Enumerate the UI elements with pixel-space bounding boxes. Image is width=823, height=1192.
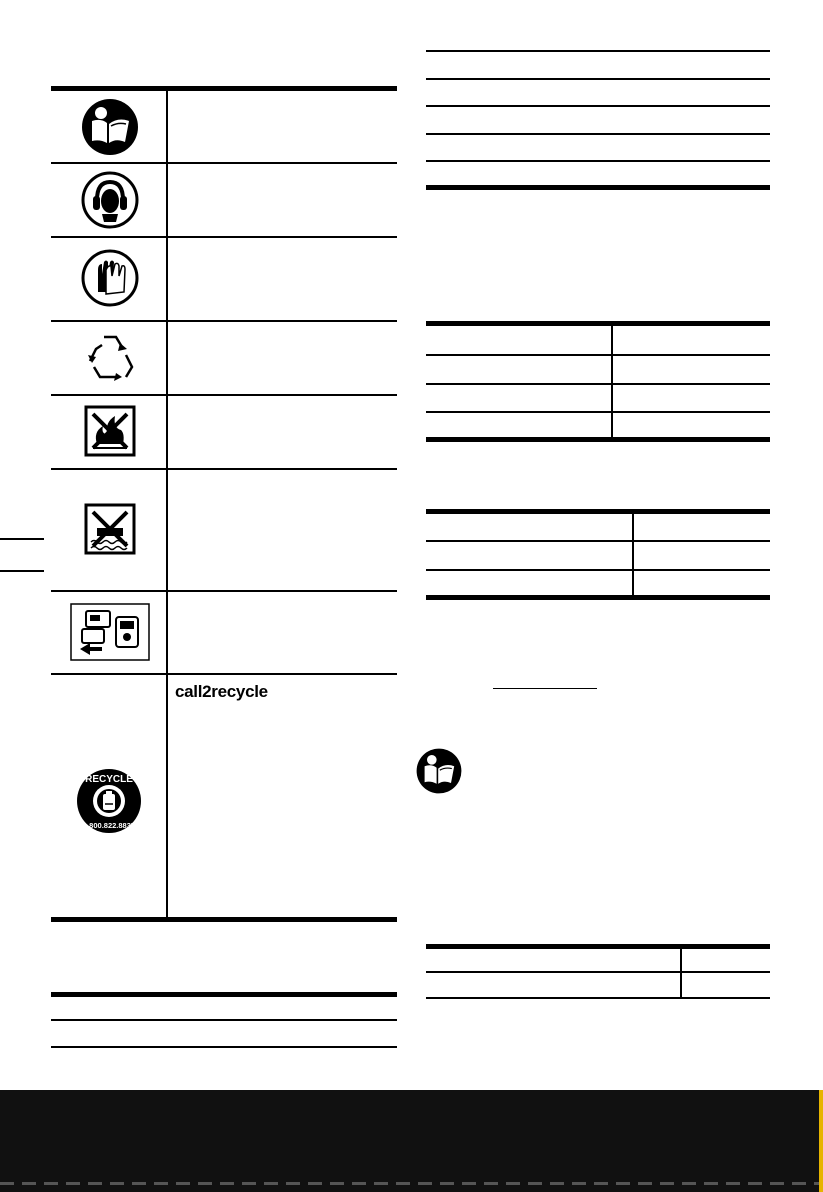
symbol-row-rule: [51, 320, 397, 322]
left-table-top-rule: [51, 992, 397, 997]
recycle-icon: [80, 327, 140, 387]
right-table4-divider: [680, 949, 682, 997]
gloves-icon: [80, 248, 140, 308]
right-table2-top-rule: [426, 321, 770, 326]
right-table2-bottom-rule: [426, 437, 770, 442]
ear-protection-icon: [80, 170, 140, 230]
right-table2-row-rule: [426, 383, 770, 385]
right-table2-row-rule: [426, 354, 770, 356]
symbol-row-rule: [51, 162, 397, 164]
right-table2-row-rule: [426, 411, 770, 413]
right-table2-divider: [611, 326, 613, 437]
right-table3-row-rule: [426, 540, 770, 542]
symbol-table-bottom-rule: [51, 917, 397, 922]
margin-tab-mark: [0, 538, 44, 540]
read-manual-icon: [415, 747, 463, 795]
right-table1-row-rule: [426, 160, 770, 162]
call2recycle-logo: call2recycle: [175, 682, 268, 701]
rbrc-recycle-seal-icon: [76, 768, 142, 834]
right-table4-bottom-rule: [426, 997, 770, 999]
symbol-row-rule: [51, 236, 397, 238]
right-table1-row-rule: [426, 50, 770, 52]
no-water-icon: [80, 502, 140, 556]
read-manual-icon: [80, 97, 140, 157]
page-footer: [0, 1090, 823, 1192]
footer-dash-strip: [0, 1182, 823, 1185]
website-link-underline[interactable]: [493, 688, 597, 689]
seal-phone-text: 1.800.822.8837: [82, 821, 136, 830]
left-table-bottom-rule: [51, 1046, 397, 1048]
right-table4-row-rule: [426, 971, 770, 973]
left-table-row-rule: [51, 1019, 397, 1021]
symbol-row-rule: [51, 590, 397, 592]
no-fire-icon: [80, 404, 140, 458]
right-table1-row-rule: [426, 105, 770, 107]
symbol-row-rule: [51, 468, 397, 470]
symbol-row-rule: [51, 673, 397, 675]
right-table3-top-rule: [426, 509, 770, 514]
symbol-row-rule: [51, 394, 397, 396]
right-table1-bottom-rule: [426, 185, 770, 190]
right-table1-row-rule: [426, 78, 770, 80]
symbol-table-divider: [166, 88, 168, 918]
right-table3-bottom-rule: [426, 595, 770, 600]
right-table4-top-rule: [426, 944, 770, 949]
battery-charger-icon: [70, 603, 150, 661]
right-table1-row-rule: [426, 133, 770, 135]
right-table3-divider: [632, 514, 634, 595]
symbol-table-top-rule: [51, 86, 397, 91]
edge-accent-tab: [819, 1090, 823, 1192]
right-table3-row-rule: [426, 569, 770, 571]
seal-top-text: RECYCLE: [85, 774, 133, 785]
margin-tab-mark: [0, 570, 44, 572]
